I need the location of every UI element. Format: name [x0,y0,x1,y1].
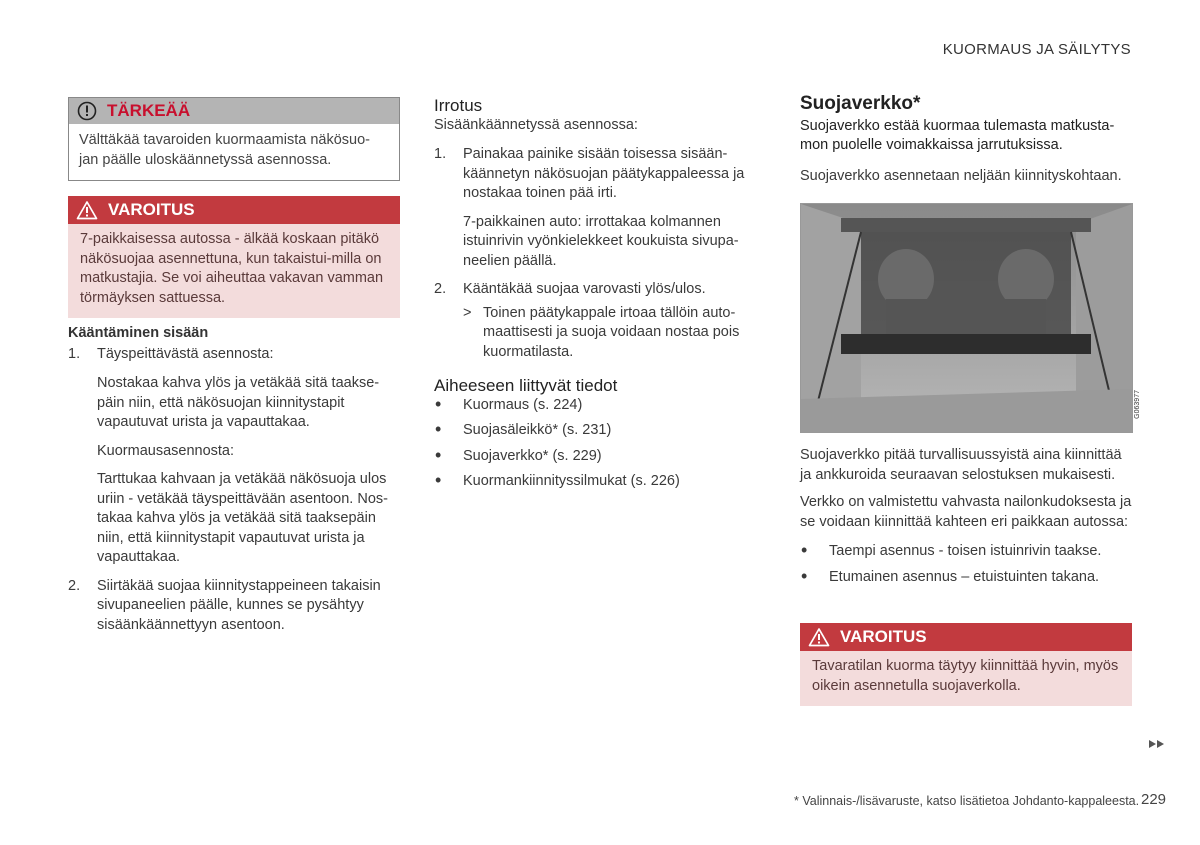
page-number: 229 [1141,791,1167,808]
step-number: 1. [68,345,81,362]
list-text: Etumainen asennus – etuistuinten takana. [829,568,1100,585]
result-text: Toinen päätykappale irtoaa tällöin auto-maattisesti ja suoja voidaan nostaa pois kuormatilasta. [483,304,740,360]
step-text: Täyspeittävästä asennosta: [97,345,274,362]
related-link[interactable]: • Kuormaus (s. 224) [435,393,583,414]
removal-section [434,96,759,498]
net-paragraph: Suojaverkko pitää turvallisuussyistä aina kiinnittää ja ankkuroida seuraavan selostuksen mukaisesti. [800,447,1122,483]
warning-notice [68,196,400,318]
image-code: G063977 [1134,390,1141,419]
step-text: Painakaa painike sisään toisessa sisään-käännetyn näkösuojan päätykappaleessa ja nostakaa toinen pää irti. [463,146,745,201]
important-notice [68,97,400,181]
result-symbol: > [463,304,472,321]
footnote: * Valinnais-/lisävaruste, katso lisätietoa Johdanto-kappaleesta. [794,794,1140,808]
warning-header [68,196,400,224]
warning-text: Tavaratilan kuorma täytyy kiinnittää hyvin, myös oikein asennetulla suojaverkolla. [812,658,1119,694]
step-paragraph: Tarttukaa kahvaan ja vetäkää näkösuoja ulos uriin - vetäkää täyspeittävään asentoon. Nos-takaa kahva ylös ja vetäkää sitä taaksepäin niin, että kiinnitystapit vapautuvat urista ja vapauttakaa. [97,471,388,565]
related-link[interactable]: • Suojasäleikkö* (s. 231) [435,419,612,439]
net-heading: Suojaverkko* [800,93,921,114]
step-2 [434,280,759,362]
important-label: TÄRKEÄÄ [107,101,191,121]
step-paragraph: Kuormausasennosta: [97,442,235,459]
section-title: KUORMAUS JA SÄILYTYS [942,41,1131,58]
warning-triangle-icon [808,627,830,647]
link-text[interactable]: Kuormaus (s. 224) [463,396,583,413]
step-number: 2. [68,577,81,594]
step-2 [68,577,400,636]
exclamation-icon [77,101,97,121]
double-arrow-icon [1148,739,1166,749]
cargo-net-image [801,204,1132,432]
net-paragraph: Verkko on valmistettu vahvasta nailonkudoksesta ja se voidaan kiinnittää kahteen eri paikkaan autossa: [800,494,1132,530]
related-link[interactable]: • Kuormankiinnityssilmukat (s. 226) [435,470,680,490]
warning-triangle-icon [76,200,98,220]
related-link[interactable]: • Suojaverkko* (s. 229) [435,444,602,465]
warning-notice [800,623,1132,706]
step-1 [434,145,759,271]
net-section-top [800,94,1133,186]
list-text: Taempi asennus - toisen istuinrivin taakse. [829,543,1102,559]
warning-header [800,623,1132,651]
link-text[interactable]: Suojaverkko* (s. 229) [463,447,602,464]
important-header [69,98,399,124]
fold-in-heading: Kääntäminen sisään [68,325,209,341]
removal-intro: Sisäänkäännetyssä asennossa: [434,116,638,133]
step-note: 7-paikkainen auto: irrottakaa kolmannen istuinrivin vyönkielekkeet koukuista sivupa-neelien päällä. [463,213,739,269]
warning-label: VAROITUS [840,627,927,647]
list-item: • Etumainen asennus – etuistuinten takana. [801,565,1100,586]
fold-in-section [68,324,400,643]
next-page-icon[interactable] [1148,735,1166,755]
cargo-net-illustration [800,203,1141,433]
step-number: 2. [434,281,447,297]
link-text[interactable]: Suojasäleikkö* (s. 231) [463,422,612,438]
link-text[interactable]: Kuormankiinnityssilmukat (s. 226) [463,473,680,489]
net-section-bottom [800,446,1133,593]
warning-label: VAROITUS [108,200,195,220]
net-paragraph: Suojaverkko asennetaan neljään kiinnityskohtaan. [800,167,1122,184]
step-paragraph: Nostakaa kahva ylös ja vetäkää sitä taakse-päin niin, että näkösuojan kiinnitystapit vapautuvat urista ja vapauttakaa. [97,375,380,430]
step-number: 1. [434,146,447,162]
step-text: Kääntäkää suojaa varovasti ylös/ulos. [463,281,706,297]
related-heading: Aiheeseen liittyvät tiedot [434,376,618,395]
step-text: Siirtäkää suojaa kiinnitystappeineen takaisin sivupaneelien päälle, kunnes se pysähtyy sisäänkäännettyyn asentoon. [97,577,381,633]
list-item: • Taempi asennus - toisen istuinrivin taakse. [801,540,1102,560]
warning-text: 7-paikkaisessa autossa - älkää koskaan pitäkö näkösuojaa asennettuna, kun takaistui-milla on matkustajia. Se voi aiheuttaa vakavan vamman törmäyksen sattuessa. [80,231,384,306]
removal-heading: Irrotus [434,96,483,115]
net-lead: Suojaverkko estää kuormaa tulemasta matkusta-mon puolelle voimakkaissa jarrutuksissa. [800,117,1115,153]
step-result [463,304,759,363]
step-1 [68,345,400,568]
important-text: Välttäkää tavaroiden kuormaamista näkösuo-jan päälle uloskäännetyssä asennossa. [79,132,370,168]
